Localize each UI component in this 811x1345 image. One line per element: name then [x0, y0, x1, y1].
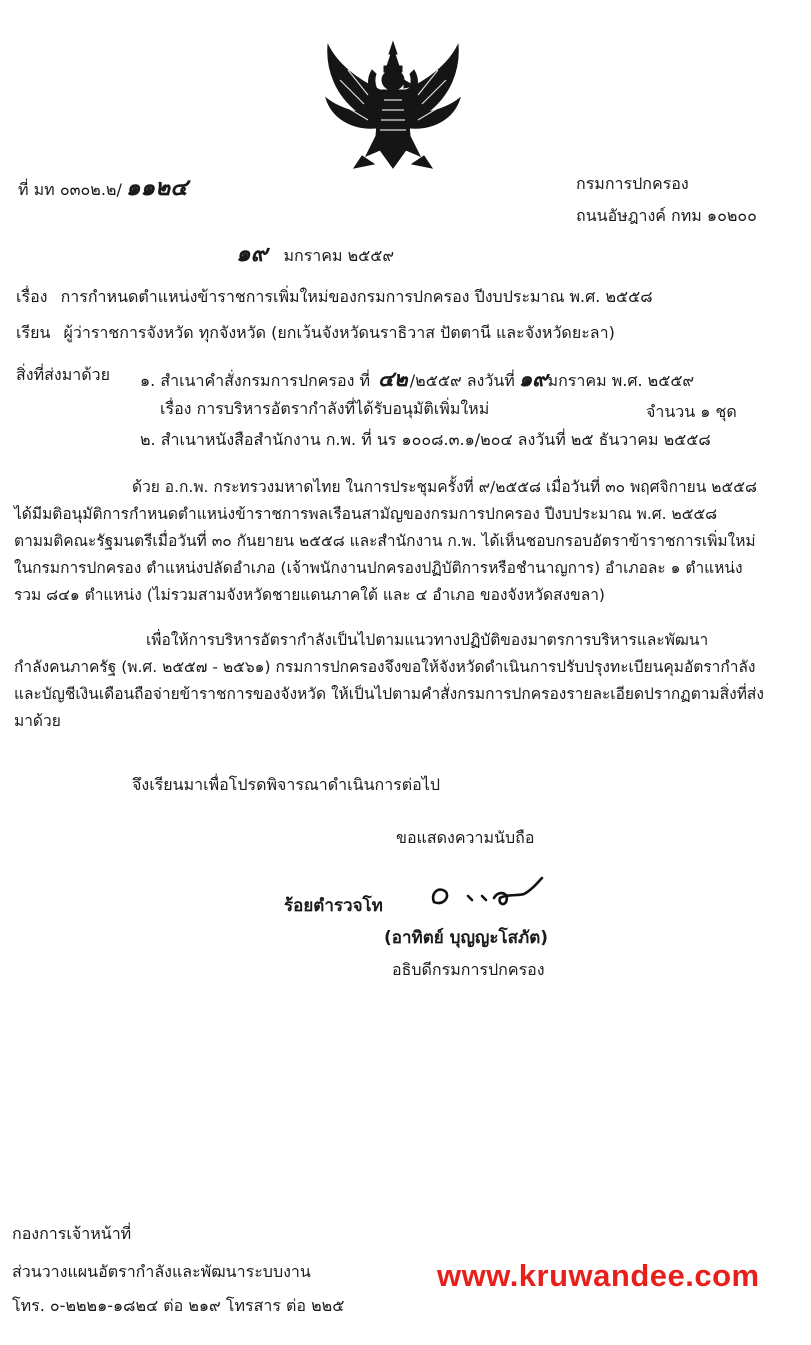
subject-text: การกำหนดตำแหน่งข้าราชการเพิ่มใหม่ของกรมการปกครอง ปีงบประมาณ พ.ศ. ๒๕๕๘ [60, 287, 653, 306]
subject-label: เรื่อง [16, 287, 48, 306]
signatory-name: (อาทิตย์ บุญญะโสภัต) [384, 928, 549, 948]
paragraph-1-line: ด้วย อ.ก.พ. กระทรวงมหาดไทย ในการประชุมครั้งที่ ๙/๒๕๕๘ เมื่อวันที่ ๓๐ พฤศจิกายน ๒๕๕๘ [132, 478, 757, 496]
body-paragraph-1 [14, 474, 798, 609]
reference-number-handwritten: ๑๑๒๔ [125, 174, 188, 201]
enclosure-1-text-c: มกราคม พ.ศ. ๒๕๕๙ [547, 371, 695, 390]
recipient-line [16, 321, 615, 346]
handwritten-signature-icon [428, 876, 548, 916]
subject-line [16, 285, 653, 310]
paragraph-2-line: เพื่อให้การบริหารอัตรากำลังเป็นไปตามแนวทางปฏิบัติของมาตรการบริหารและพัฒนา [146, 631, 709, 649]
enclosure-1-quantity: จำนวน ๑ ชุด [646, 402, 737, 421]
enclosures-label: สิ่งที่ส่งมาด้วย [16, 365, 110, 384]
paragraph-2-line: และบัญชีเงินเดือนถือจ่ายข้าราชการของจังหวัด ให้เป็นไปตามคำสั่งกรมการปกครองรายละเอียดปรากฏตามสิ่งที่ส่ง [14, 685, 764, 703]
enclosure-1-text-b: /๒๕๕๙ ลงวันที่ [409, 371, 515, 390]
enclosure-1-day-handwritten: ๑๙ [518, 366, 548, 391]
garuda-emblem-icon [318, 40, 468, 175]
footer-section: ส่วนวางแผนอัตรากำลังและพัฒนาระบบงาน [12, 1262, 311, 1281]
signatory-title: อธิบดีกรมการปกครอง [392, 960, 545, 979]
date-day-handwritten: ๑๙ [236, 240, 268, 267]
paragraph-1-line: ตามมติคณะรัฐมนตรีเมื่อวันที่ ๓๐ กันยายน ๒๕๕๘ และสำนักงาน ก.พ. ได้เห็นชอบกรอบอัตราข้าราชการเพิ่มใหม่ [14, 532, 756, 550]
enclosure-item-2: ๒. สำเนาหนังสือสำนักงาน ก.พ. ที่ นร ๑๐๐๘.๓.๑/๒๐๔ ลงวันที่ ๒๕ ธันวาคม ๒๕๕๘ [140, 430, 711, 449]
signatory-rank: ร้อยตำรวจโท [284, 896, 383, 916]
department-address: ถนนอัษฎางค์ กทม ๑๐๒๐๐ [576, 206, 757, 225]
reference-number [18, 170, 188, 206]
closing-sentence: จึงเรียนมาเพื่อโปรดพิจารณาดำเนินการต่อไป [132, 775, 440, 794]
paragraph-1-line: รวม ๘๔๑ ตำแหน่ง (ไม่รวมสามจังหวัดชายแดนภาคใต้ และ ๔ อำเภอ ของจังหวัดสงขลา) [14, 586, 605, 604]
enclosure-1-number-handwritten: ๔๒ [378, 366, 408, 391]
complimentary-close: ขอแสดงความนับถือ [396, 828, 535, 847]
paragraph-1-line: ในกรมการปกครอง ตำแหน่งปลัดอำเภอ (เจ้าพนักงานปกครองปฏิบัติการหรือชำนาญการ) อำเภอละ ๑ ตำแหน่ง [14, 559, 743, 577]
body-paragraph-2 [14, 627, 798, 735]
document-date [236, 236, 394, 272]
paragraph-2-line: มาด้วย [14, 712, 61, 730]
website-watermark: www.kruwandee.com [437, 1258, 760, 1293]
recipient-text: ผู้ว่าราชการจังหวัด ทุกจังหวัด (ยกเว้นจังหวัดนราธิวาส ปัตตานี และจังหวัดยะลา) [63, 323, 615, 342]
recipient-label: เรียน [16, 323, 51, 342]
enclosure-1-text-a: ๑. สำเนาคำสั่งกรมการปกครอง ที่ [140, 371, 371, 390]
reference-prefix: ที่ มท ๐๓๐๒.๒/ [18, 180, 122, 199]
enclosure-item-1 [140, 363, 694, 396]
footer-phone: โทร. ๐-๒๒๒๑-๑๘๒๔ ต่อ ๒๑๙ โทรสาร ต่อ ๒๒๕ [12, 1296, 345, 1315]
department-name: กรมการปกครอง [576, 174, 689, 193]
paragraph-2-line: กำลังคนภาครัฐ (พ.ศ. ๒๕๕๗ - ๒๕๖๑) กรมการปกครองจึงขอให้จังหวัดดำเนินการปรับปรุงทะเบียนคุมอัตรากำลัง [14, 658, 756, 676]
enclosure-1-subject: เรื่อง การบริหารอัตรากำลังที่ได้รับอนุมัติเพิ่มใหม่ [160, 399, 490, 418]
date-month-year: มกราคม ๒๕๕๙ [283, 246, 395, 265]
footer-division: กองการเจ้าหน้าที่ [12, 1224, 132, 1243]
paragraph-1-line: ได้มีมติอนุมัติการกำหนดตำแหน่งข้าราชการพลเรือนสามัญของกรมการปกครอง ปีงบประมาณ พ.ศ. ๒๕๕๘ [14, 505, 718, 523]
